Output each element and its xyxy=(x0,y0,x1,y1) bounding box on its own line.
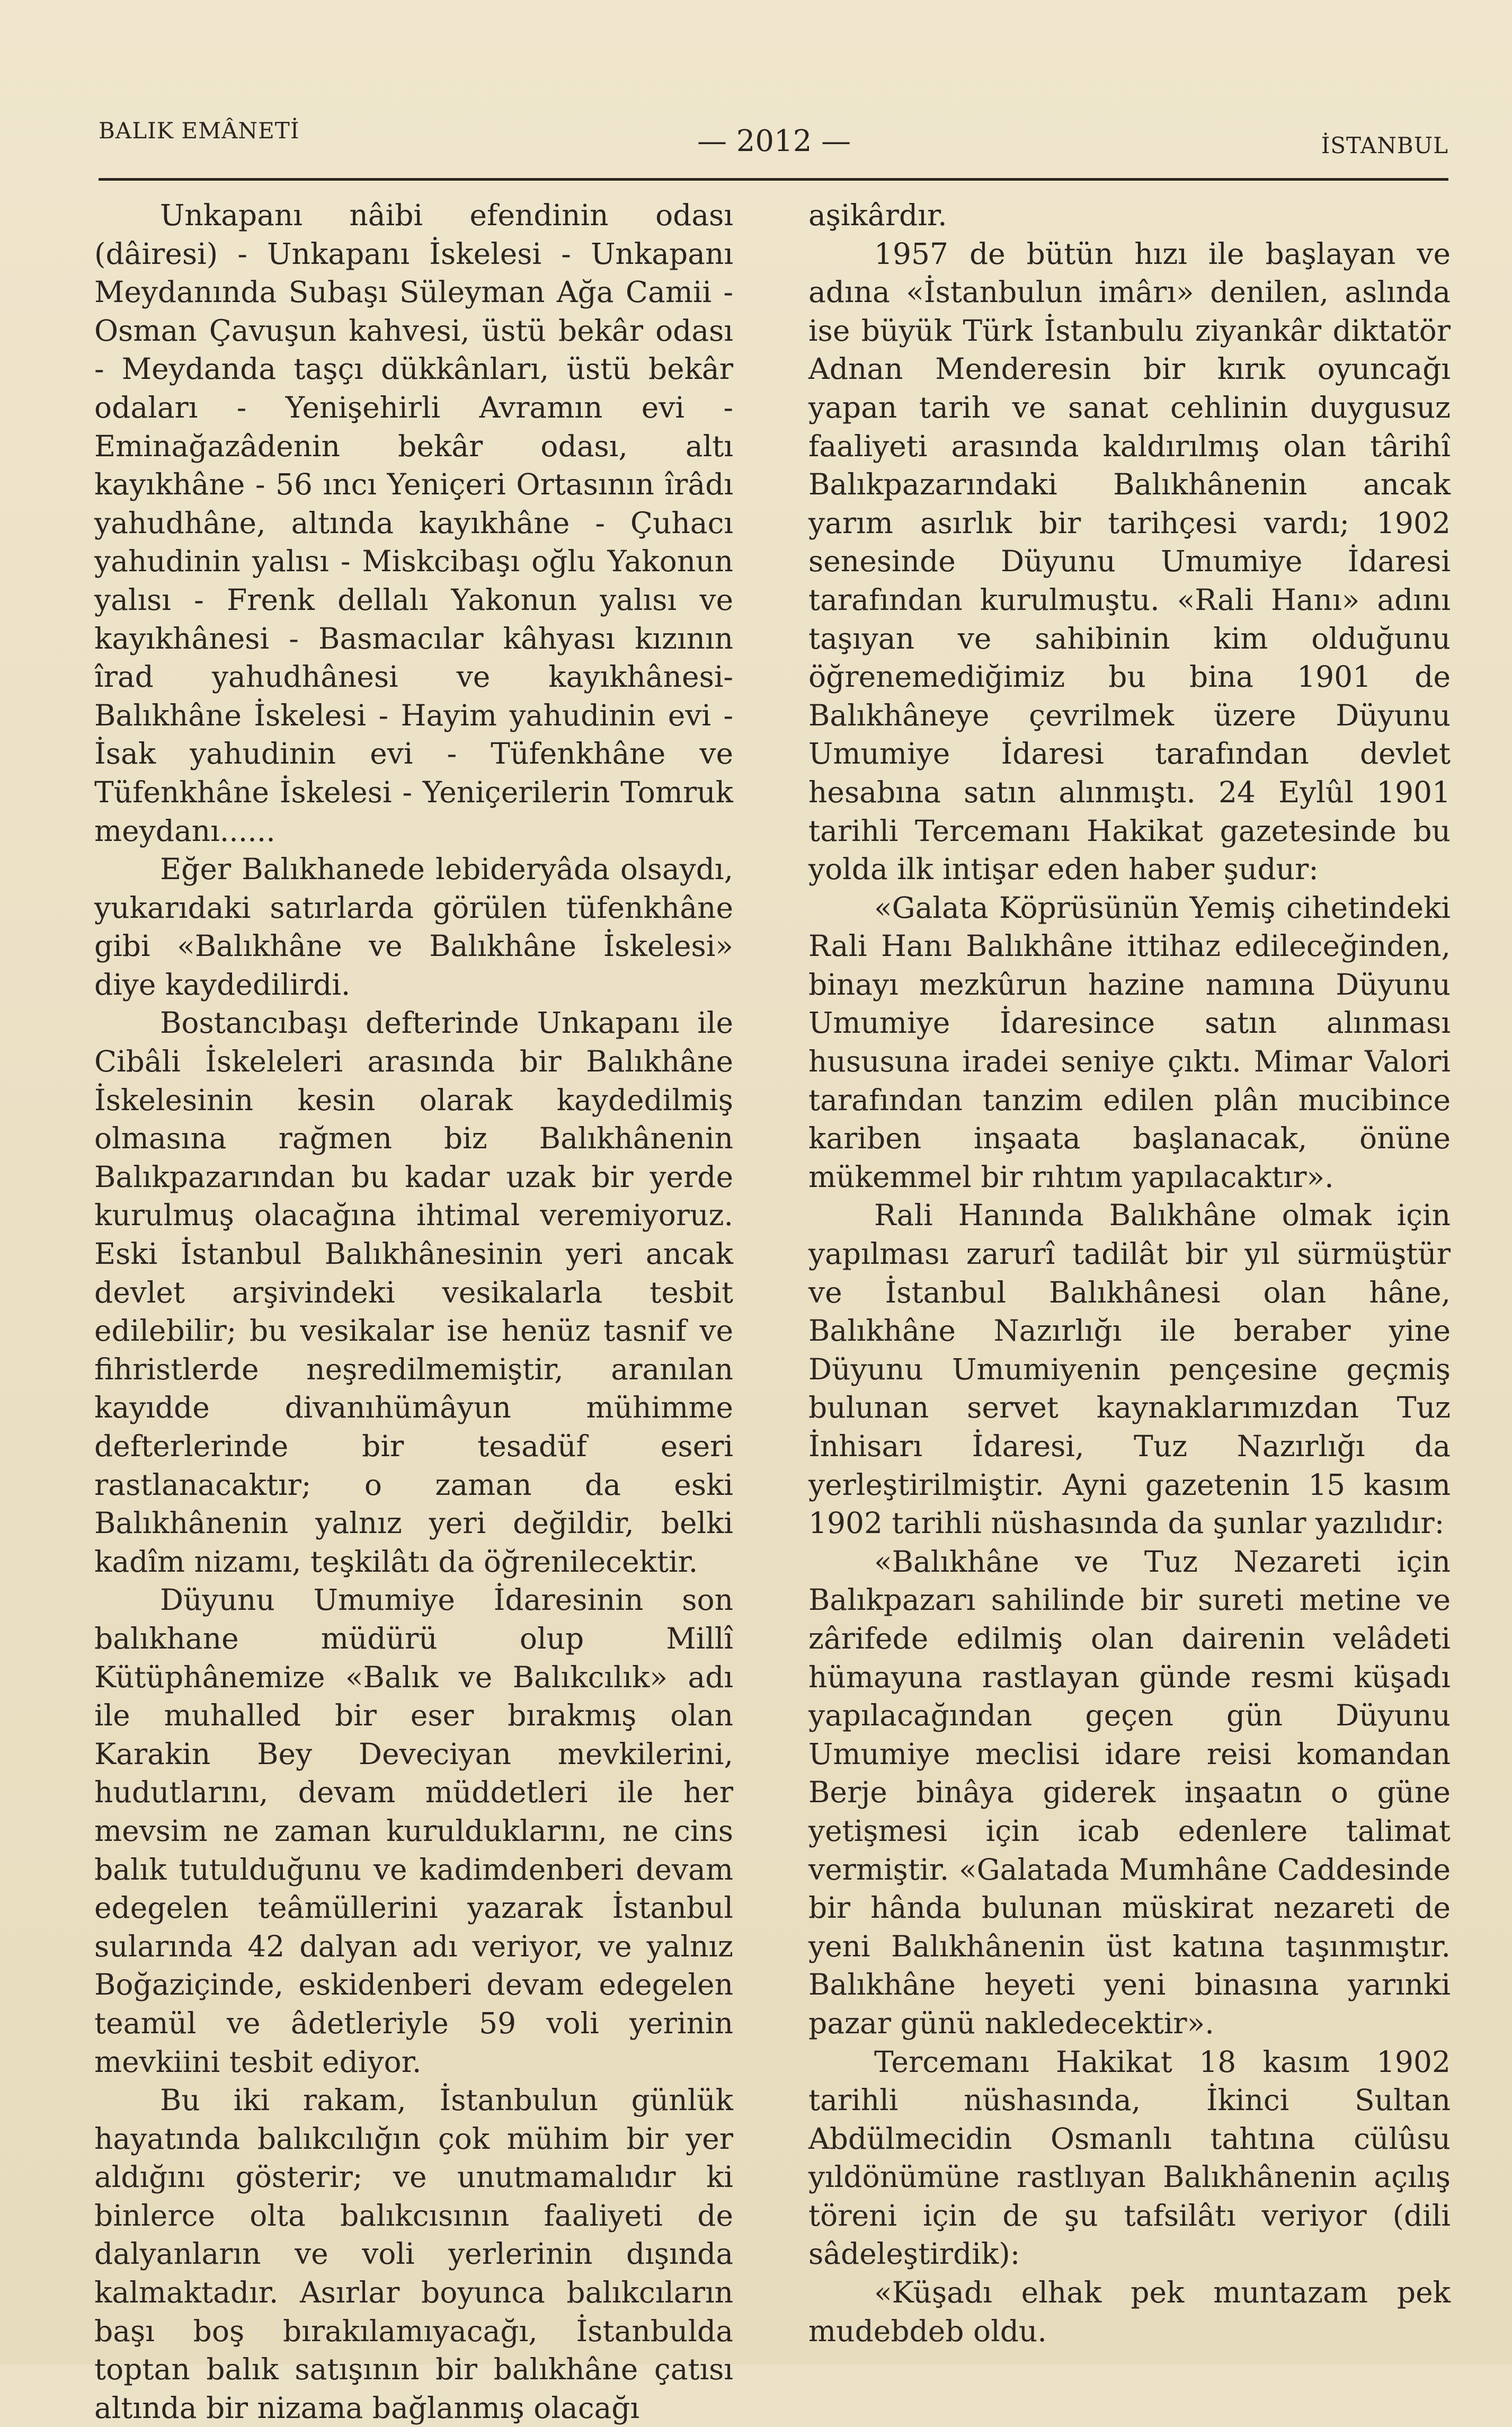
page-number: — 2012 — xyxy=(697,124,851,158)
running-head-left: BALIK EMÂNETİ xyxy=(99,118,300,144)
right-column xyxy=(808,196,1451,2350)
paragraph: «Küşadı elhak pek muntazam pek mudebdeb oldu. xyxy=(808,2275,1451,2348)
paragraph: Eğer Balıkhanede lebideryâda olsaydı, yukarıdaki satırlarda görülen tüfenkhâne gibi «Balıkhâne ve Balıkhâne İskelesi» diye kaydedilirdi. xyxy=(94,852,733,1002)
page-header xyxy=(99,112,1448,171)
paragraph: aşikârdır. xyxy=(808,198,947,232)
paragraph: 1957 de bütün hızı ile başlayan ve adına «İstanbulun imârı» denilen, aslında ise büyük Türk İstanbulu ziyankâr diktatör Adnan Menderesin bir kırık oyuncağı yapan tarih ve sanat cehlinin duygusuz faaliyeti arasında kaldırılmış olan târihî Balıkpazarındaki Balıkhânenin ancak yarım asırlık bir tarihçesi vardı; 1902 senesinde Düyunu Umumiye İdaresi tarafından kurulmuştu. «Rali Hanı» adını taşıyan ve sahibinin kim olduğunu öğrenemediğimiz bu bina 1901 de Balıkhâneye çevrilmek üzere Düyunu Umumiye İdaresi tarafından devlet hesabına satın alınmıştı. 24 Eylûl 1901 tarihli Tercemanı Hakikat gazetesinde bu yolda ilk intişar eden haber şudur: xyxy=(808,236,1451,887)
header-rule xyxy=(99,178,1448,181)
paragraph: Unkapanı nâibi efendinin odası (dâiresi) - Unkapanı İskelesi - Unkapanı Meydanında Subaşı Süleyman Ağa Camii - Osman Çavuşun kahvesi, üstü bekâr odası - Meydanda taşçı dükkânları, üstü bekâr odaları - Yenişehirli Avramın evi - Eminağazâdenin bekâr odası, altı kayıkhâne - 56 ıncı Yeniçeri Ortasının îrâdı yahudhâne, altında kayıkhâne - Çuhacı yahudinin yalısı - Miskcibaşı oğlu Yakonun yalısı - Frenk dellalı Yakonun yalısı ve kayıkhânesi - Basmacılar kâhyası kızının îrad yahudhânesi ve kayıkhânesi- Balıkhâne İskelesi - Hayim yahudinin evi - İsak yahudinin evi - Tüfenkhâne ve Tüfenkhâne İskelesi - Yeniçerilerin Tomruk meydanı...... xyxy=(94,198,733,848)
paragraph: Bostancıbaşı defterinde Unkapanı ile Cibâli İskeleleri arasında bir Balıkhâne İskelesinin kesin olarak kaydedilmiş olmasına rağmen biz Balıkhânenin Balıkpazarından bu kadar uzak bir yerde kurulmuş olacağına ihtimal veremiyoruz. Eski İstanbul Balıkhânesinin yeri ancak devlet arşivindeki vesikalarla tesbit edilebilir; bu vesikalar ise henüz tasnif ve fihristlerde neşredilmemiştir, aranılan kayıdde divanıhümâyun mühimme defterlerinde bir tesadüf eseri rastlanacaktır; o zaman da eski Balıkhânenin yalnız yeri değildir, belki kadîm nizamı, teşkilâtı da öğrenilecektir. xyxy=(94,1006,733,1579)
paragraph: «Balıkhâne ve Tuz Nezareti için Balıkpazarı sahilinde bir sureti metine ve zârifede edilmiş olan dairenin velâdeti hümayuna rastlayan günde resmi küşadı yapılacağından geçen gün Düyunu Umumiye meclisi idare reisi komandan Berje binâya giderek inşaatın o güne yetişmesi için icab edenlere talimat vermiştir. «Galatada Mumhâne Caddesinde bir hânda bulunan müskirat nezareti de yeni Balıkhânenin üst katına taşınmıştır. Balıkhâne heyeti yeni binasına yarınki pazar günü nakledecektir». xyxy=(808,1544,1451,2040)
paragraph: Düyunu Umumiye İdaresinin son balıkhane müdürü olup Millî Kütüphânemize «Balık ve Balıkcılık» adı ile muhalled bir eser bırakmış olan Karakin Bey Deveciyan mevkilerini, hudutlarını, devam müddetleri ile her mevsim ne zaman kurulduklarını, ne cins balık tutulduğunu ve kadimdenberi devam edegelen teâmüllerini yazarak İstanbul sularında 42 dalyan adı veriyor, ve yalnız Boğaziçinde, eskidenberi devam edegelen teamül ve âdetleriyle 59 voli yerinin mevkiini tesbit ediyor. xyxy=(94,1583,733,2079)
paragraph: Rali Hanında Balıkhâne olmak için yapılması zarurî tadilât bir yıl sürmüştür ve İstanbul Balıkhânesi olan hâne, Balıkhâne Nazırlığı ile beraber yine Düyunu Umumiyenin pençesine geçmiş bulunan servet kaynaklarımızdan Tuz İnhisarı İdaresi, Tuz Nazırlığı da yerleştirilmiştir. Ayni gazetenin 15 kasım 1902 tarihli nüshasında da şunlar yazılıdır: xyxy=(808,1198,1451,1540)
left-column xyxy=(94,196,733,2427)
running-head-right: İSTANBUL xyxy=(1321,132,1448,158)
paragraph: Bu iki rakam, İstanbulun günlük hayatında balıkcılığın çok mühim bir yer aldığını gösterir; ve unutmamalıdır ki binlerce olta balıkcısının faaliyeti de dalyanların ve voli yerlerinin dışında kalmaktadır. Asırlar boyunca balıkcıların başı boş bırakılamıyacağı, İstanbulda toptan balık satışının bir balıkhâne çatısı altında bir nizama bağlanmış olacağı xyxy=(94,2083,733,2425)
paragraph: Tercemanı Hakikat 18 kasım 1902 tarihli nüshasında, İkinci Sultan Abdülmecidin Osmanlı tahtına cülûsu yıldönümüne rastlıyan Balıkhânenin açılış töreni için de şu tafsilâtı veriyor (dili sâdeleştirdik): xyxy=(808,2044,1451,2271)
paragraph: «Galata Köprüsünün Yemiş cihetindeki Rali Hanı Balıkhâne ittihaz edileceğinden, binayı mezkûrun hazine namına Düyunu Umumiye İdaresince satın alınması hususuna iradei seniye çıktı. Mimar Valori tarafından tanzim edilen plân mucibince kariben inşaata başlanacak, önüne mükemmel bir rıhtım yapılacaktır». xyxy=(808,890,1451,1194)
